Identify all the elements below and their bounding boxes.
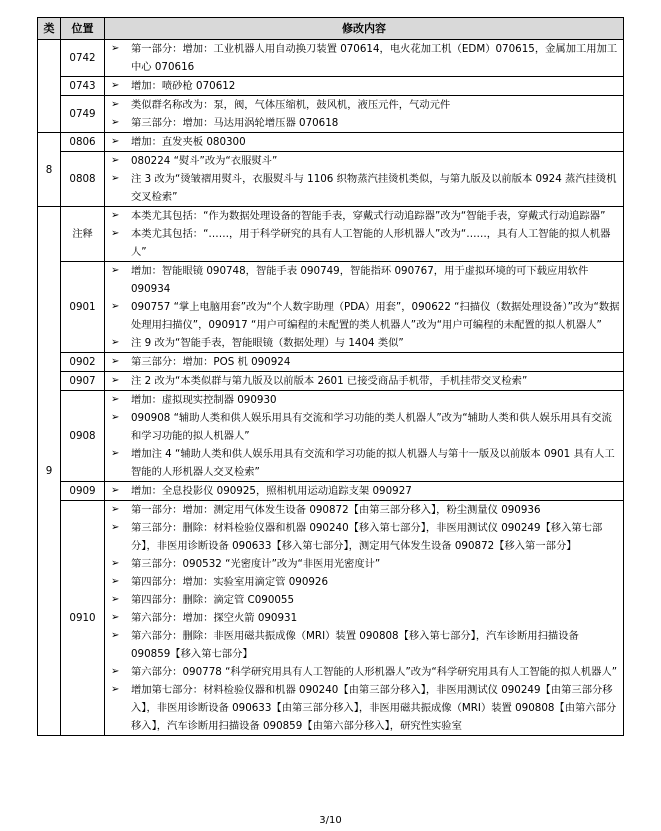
table-row xyxy=(38,96,624,133)
list-item xyxy=(107,262,620,298)
position-code: 0910 xyxy=(61,501,105,736)
modification-content xyxy=(105,96,624,133)
list-item xyxy=(107,96,620,114)
arrow-bullet-icon: ➢ xyxy=(111,612,120,623)
arrow-bullet-icon: ➢ xyxy=(111,210,120,221)
table-row xyxy=(38,391,624,482)
list-item xyxy=(107,501,620,519)
arrow-bullet-icon: ➢ xyxy=(111,630,120,641)
item-text: 注 2 改为“本类似群与第九版及以前版本 2601 已接受商品手机带，手机挂带交叉检索” xyxy=(131,375,528,387)
item-text: 第一部分：增加：工业机器人用自动换刀装置 070614，电火花加工机（EDM）070615，金属加工用加工中心 070616 xyxy=(131,43,618,73)
modification-content xyxy=(105,482,624,501)
item-text: 第四部分：删除：滴定管 C090055 xyxy=(131,594,295,606)
arrow-bullet-icon: ➢ xyxy=(111,522,120,533)
class-number: 8 xyxy=(38,133,61,207)
item-text: 第四部分：增加：实验室用滴定管 090926 xyxy=(131,576,329,588)
list-item xyxy=(107,152,620,170)
item-text: 第三部分：删除：材料检验仪器和机器 090240【移入第七部分】，非医用测试仪 090249【移入第七部分】，非医用诊断设备 090633【移入第七部分】，测定用气体发生设备 090872【移入第一部分】 xyxy=(131,522,603,552)
item-text: 第六部分：删除：非医用磁共振成像（MRI）装置 090808【移入第七部分】，汽车诊断用扫描设备 090859【移入第七部分】 xyxy=(131,630,579,660)
modification-content xyxy=(105,501,624,736)
list-item xyxy=(107,40,620,76)
arrow-bullet-icon: ➢ xyxy=(111,394,120,405)
item-text: 第六部分：090778 “科学研究用具有人工智能的人形机器人”改为“科学研究用具有人工智能的拟人机器人” xyxy=(131,666,618,678)
list-item xyxy=(107,519,620,555)
list-item xyxy=(107,77,620,95)
modification-content xyxy=(105,353,624,372)
list-item xyxy=(107,627,620,663)
list-item xyxy=(107,445,620,481)
list-item xyxy=(107,681,620,735)
position-code: 0806 xyxy=(61,133,105,152)
arrow-bullet-icon: ➢ xyxy=(111,412,120,423)
arrow-bullet-icon: ➢ xyxy=(111,265,120,276)
table-row xyxy=(38,353,624,372)
item-text: 本类尤其包括：“作为数据处理设备的智能手表，穿戴式行动追踪器”改为“智能手表，穿戴式行动追踪器” xyxy=(131,210,606,222)
arrow-bullet-icon: ➢ xyxy=(111,356,120,367)
item-text: 第三部分：增加：马达用涡轮增压器 070618 xyxy=(131,117,339,129)
modification-content xyxy=(105,152,624,207)
list-item xyxy=(107,372,620,390)
position-code: 0901 xyxy=(61,262,105,353)
arrow-bullet-icon: ➢ xyxy=(111,504,120,515)
class-number xyxy=(38,40,61,133)
list-item xyxy=(107,663,620,681)
item-text: 注 3 改为“烫皱褶用熨斗，衣服熨斗与 1106 织物蒸汽挂烫机类似，与第九版及以前版本 0924 蒸汽挂烫机交叉检索” xyxy=(131,173,617,203)
list-item xyxy=(107,133,620,151)
item-text: 第三部分：090532 “光密度计”改为“非医用光密度计” xyxy=(131,558,381,570)
list-item xyxy=(107,334,620,352)
list-item xyxy=(107,591,620,609)
table-row xyxy=(38,501,624,736)
item-text: 增加：智能眼镜 090748，智能手表 090749，智能指环 090767，用于虚拟环境的可下载应用软件 090934 xyxy=(131,265,589,295)
header-class: 类 xyxy=(38,18,61,40)
item-text: 增加：直发夹板 080300 xyxy=(131,136,246,148)
position-code: 0902 xyxy=(61,353,105,372)
arrow-bullet-icon: ➢ xyxy=(111,228,120,239)
arrow-bullet-icon: ➢ xyxy=(111,80,120,91)
list-item xyxy=(107,298,620,334)
arrow-bullet-icon: ➢ xyxy=(111,99,120,110)
list-item xyxy=(107,409,620,445)
table-row xyxy=(38,40,624,77)
item-text: 090757 “掌上电脑用套”改为“个人数字助理（PDA）用套”，090622 “扫描仪（数据处理设备）”改为“数据处理用扫描仪”，090917 “用户可编程的未配置的类人机器人”改为“用户可编程的未配置的拟人机器人” xyxy=(131,301,620,331)
item-text: 第一部分：增加：测定用气体发生设备 090872【由第三部分移入】，粉尘测量仪 090936 xyxy=(131,504,541,516)
arrow-bullet-icon: ➢ xyxy=(111,485,120,496)
arrow-bullet-icon: ➢ xyxy=(111,173,120,184)
list-item xyxy=(107,207,620,225)
arrow-bullet-icon: ➢ xyxy=(111,448,120,459)
item-text: 080224 “熨斗”改为“衣服熨斗” xyxy=(131,155,278,167)
page-number: 3/10 xyxy=(319,815,342,826)
table-row xyxy=(38,77,624,96)
list-item xyxy=(107,555,620,573)
list-item xyxy=(107,573,620,591)
list-item xyxy=(107,482,620,500)
arrow-bullet-icon: ➢ xyxy=(111,301,120,312)
item-text: 第六部分：增加：探空火箭 090931 xyxy=(131,612,298,624)
arrow-bullet-icon: ➢ xyxy=(111,117,120,128)
table-row xyxy=(38,262,624,353)
arrow-bullet-icon: ➢ xyxy=(111,136,120,147)
table-row xyxy=(38,133,624,152)
arrow-bullet-icon: ➢ xyxy=(111,375,120,386)
position-code: 0742 xyxy=(61,40,105,77)
item-text: 增加：全息投影仪 090925，照相机用运动追踪支架 090927 xyxy=(131,485,412,497)
modification-content xyxy=(105,391,624,482)
list-item xyxy=(107,353,620,371)
list-item xyxy=(107,391,620,409)
list-item xyxy=(107,225,620,261)
table-row xyxy=(38,152,624,207)
table-row xyxy=(38,207,624,262)
position-code: 0749 xyxy=(61,96,105,133)
modification-content xyxy=(105,40,624,77)
position-code: 注释 xyxy=(61,207,105,262)
arrow-bullet-icon: ➢ xyxy=(111,666,120,677)
item-text: 增加第七部分：材料检验仪器和机器 090240【由第三部分移入】，非医用测试仪 090249【由第三部分移入】，非医用诊断设备 090633【由第三部分移入】，非医用磁共振成像（MRI）装置 090808【由第六部分移入】，汽车诊断用扫描设备 090859【由第六部分移入】，研究性实验室 xyxy=(131,684,617,732)
arrow-bullet-icon: ➢ xyxy=(111,155,120,166)
table-row xyxy=(38,372,624,391)
class-number: 9 xyxy=(38,207,61,736)
item-text: 类似群名称改为：泵，阀，气体压缩机，鼓风机，液压元件，气动元件 xyxy=(131,99,451,111)
list-item xyxy=(107,609,620,627)
item-text: 本类尤其包括：“……，用于科学研究的具有人工智能的人形机器人”改为“……，具有人工智能的拟人机器人” xyxy=(131,228,611,258)
table-header-row xyxy=(38,18,624,40)
item-text: 注 9 改为“智能手表，智能眼镜（数据处理）与 1404 类似” xyxy=(131,337,404,349)
arrow-bullet-icon: ➢ xyxy=(111,43,120,54)
position-code: 0909 xyxy=(61,482,105,501)
modification-content xyxy=(105,133,624,152)
item-text: 090908 “辅助人类和供人娱乐用具有交流和学习功能的类人机器人”改为“辅助人类和供人娱乐用具有交流和学习功能的拟人机器人” xyxy=(131,412,612,442)
item-text: 第三部分：增加：POS 机 090924 xyxy=(131,356,291,368)
position-code: 0743 xyxy=(61,77,105,96)
item-text: 增加注 4 “辅助人类和供人娱乐用具有交流和学习功能的拟人机器人与第十一版及以前版本 0901 具有人工智能的人形机器人交叉检索” xyxy=(131,448,615,478)
position-code: 0908 xyxy=(61,391,105,482)
arrow-bullet-icon: ➢ xyxy=(111,684,120,695)
item-text: 增加：虚拟现实控制器 090930 xyxy=(131,394,277,406)
modification-content xyxy=(105,77,624,96)
modification-table xyxy=(37,17,624,736)
arrow-bullet-icon: ➢ xyxy=(111,337,120,348)
header-position: 位置 xyxy=(61,18,105,40)
item-text: 增加：喷砂枪 070612 xyxy=(131,80,236,92)
modification-content xyxy=(105,372,624,391)
table-row xyxy=(38,482,624,501)
position-code: 0907 xyxy=(61,372,105,391)
list-item xyxy=(107,114,620,132)
position-code: 0808 xyxy=(61,152,105,207)
list-item xyxy=(107,170,620,206)
modification-content xyxy=(105,207,624,262)
arrow-bullet-icon: ➢ xyxy=(111,558,120,569)
modification-content xyxy=(105,262,624,353)
header-content: 修改内容 xyxy=(105,18,624,40)
arrow-bullet-icon: ➢ xyxy=(111,576,120,587)
arrow-bullet-icon: ➢ xyxy=(111,594,120,605)
